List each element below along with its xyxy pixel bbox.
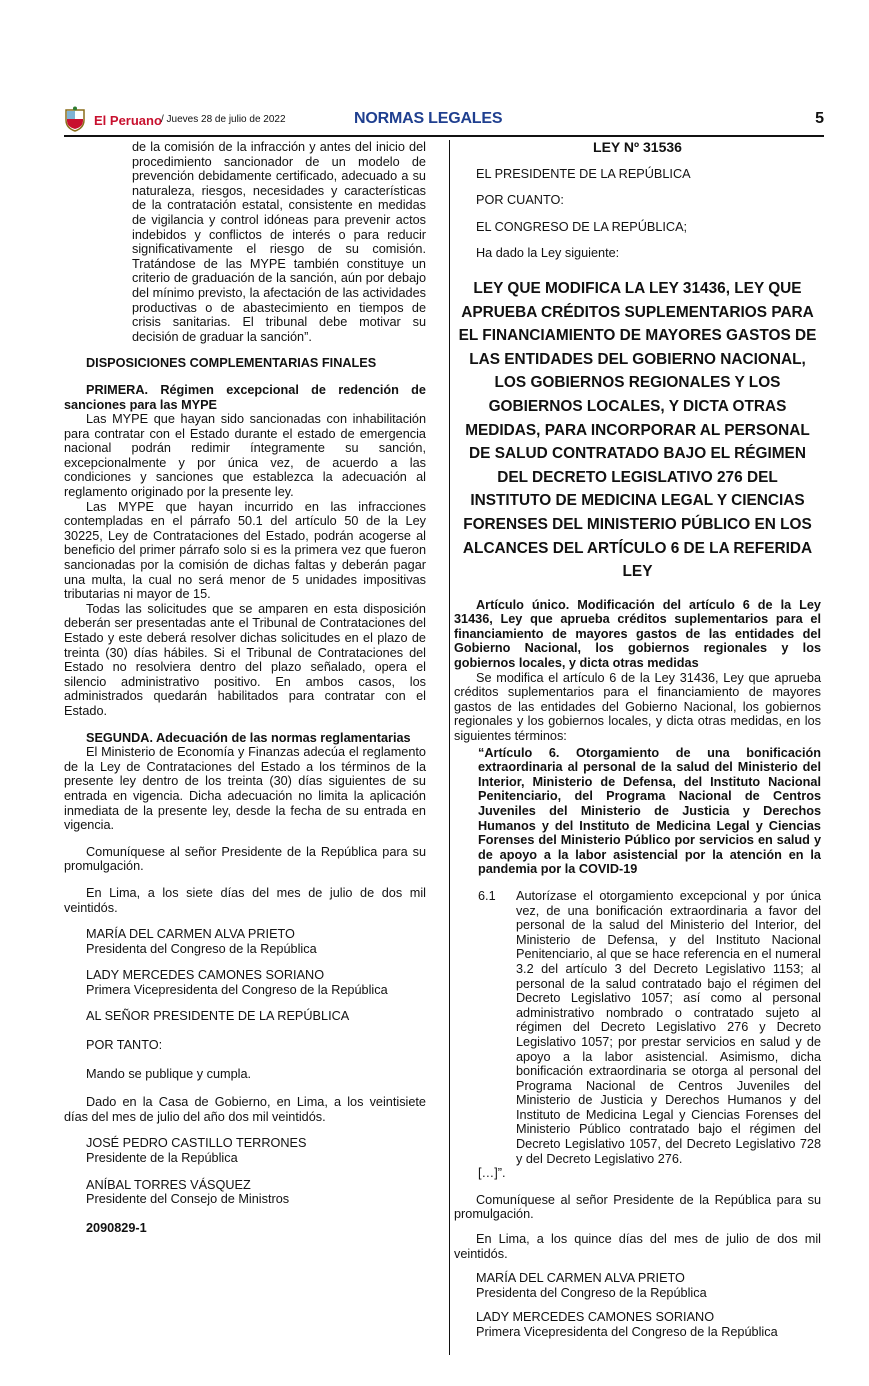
continued-paragraph: de la comisión de la infracción y antes del inicio del procedimiento sancionador de un modelo de prevención debidamente certificado, adecuado a su naturaleza, riesgos, necesidades y características de la contratación estatal, consistente en medidas de vigilancia y control idóneas para prevenir actos indebidos y conflictos de interés o para reducir significativamente el riesgo de su comisión. Tratándose de las MYPE también constituye un criterio de graduación de la sanción, aún por debajo del mínimo previsto, la afectación de las actividades productivas o de abastecimiento en tiempos de crisis sanitarias. El tribunal debe motivar su decisión de graduar la sanción”. xyxy=(132,140,426,344)
law-number: LEY Nº 31536 xyxy=(593,139,682,155)
paragraph: Las MYPE que hayan incurrido en las infracciones contempladas en el párrafo 50.1 del artículo 50 de la Ley 30225, Ley de Contrataciones del Estado, podrán acogerse al beneficio del primer párrafo solo si es la primera vez que fueron sancionadas por la comisión de dichas faltas y deberán pagar una multa, la cual no será menor de 5 unidades impositivas tributarias ni mayor de 15. xyxy=(64,499,426,602)
numbered-item xyxy=(478,889,821,1166)
signatory-role: Presidente del Consejo de Ministros xyxy=(86,1192,290,1207)
law-title: LEY QUE MODIFICA LA LEY 31436, LEY QUE APRUEBA CRÉDITOS SUPLEMENTARIOS PARA EL FINANCIAMIENTO DE MAYORES GASTOS DE LAS ENTIDADES DEL GOBIERNO NACIONAL, LOS GOBIERNOS REGIONALES Y LOS GOBIERNOS LOCALES, Y DICTA OTRAS MEDIDAS, PARA INCORPORAR AL PERSONAL DE SALUD CONTRATADO BAJO EL RÉGIMEN DEL DECRETO LEGISLATIVO 276 DEL INSTITUTO DE MEDICINA LEGAL Y CIENCIAS FORENSES DEL MINISTERIO PÚBLICO EN LOS ALCANCES DEL ARTÍCULO 6 DE LA REFERIDA LEY xyxy=(458,279,817,581)
right-column xyxy=(454,140,821,1340)
signatory-name: JOSÉ PEDRO CASTILLO TERRONES xyxy=(86,1136,307,1151)
newspaper-name: El Peruano xyxy=(94,113,162,128)
preamble-line: POR CUANTO: xyxy=(476,193,564,208)
paragraph: En Lima, a los siete días del mes de julio de dos mil veintidós. xyxy=(64,885,426,915)
signatory-role: Presidente de la República xyxy=(86,1151,238,1166)
signatory-name: ANÍBAL TORRES VÁSQUEZ xyxy=(86,1177,251,1192)
ellipsis: […]”. xyxy=(478,1166,506,1181)
paragraph: Comuníquese al señor Presidente de la República para su promulgación. xyxy=(454,1192,821,1222)
left-column xyxy=(64,140,426,1235)
document-code: 2090829-1 xyxy=(86,1220,147,1235)
paragraph: El Ministerio de Economía y Finanzas adecúa el reglamento de la Ley de Contrataciones del Estado a los términos de la presente ley dentro de los treinta (30) días siguientes de su entrada en vigencia. Dicha adecuación no limita la aplicación inmediata de la presente ley, desde la fecha de su entrada en vigencia. xyxy=(64,745,426,833)
paragraph: Dado en la Casa de Gobierno, en Lima, a los veintisiete días del mes de julio del año dos mil veintidós. xyxy=(64,1095,426,1124)
page-header xyxy=(64,105,824,137)
signatory-role: Primera Vicepresidenta del Congreso de la República xyxy=(86,982,388,997)
signatory-role: Presidenta del Congreso de la República xyxy=(476,1285,707,1300)
coat-of-arms-icon xyxy=(64,106,86,132)
section-title: NORMAS LEGALES xyxy=(354,110,503,127)
paragraph: Todas las solicitudes que se amparen en esta disposición deberán ser presentadas ante el Tribunal de Contrataciones del Estado y este deberá resolver dichas solicitudes en el plazo de treinta (30) días hábiles. Si el Tribunal de Contrataciones del Estado no resolviera dentro del plazo señalado, opera el silencio administrativo positivo. En ambos casos, los administrados quedarán habilitados para contratar con el Estado. xyxy=(64,601,426,718)
addressee: AL SEÑOR PRESIDENTE DE LA REPÚBLICA xyxy=(86,1009,350,1024)
preamble-line: EL CONGRESO DE LA REPÚBLICA; xyxy=(476,219,688,234)
header-rule xyxy=(64,135,824,137)
quoted-article-heading: “Artículo 6. Otorgamiento de una bonificación extraordinaria al personal de la salud del Ministerio del Interior, Ministerio de Defensa, del Instituto Nacional Penitenciario, del Programa Nacional de Centros Juveniles del Ministerio de Justicia y Derechos Humanos y del Instituto de Medicina Legal y Ciencias Forenses del Ministerio Público por servicios en salud y de apoyo a la labor asistencial por la atención en la pandemia por la COVID-19 xyxy=(478,745,821,877)
por-tanto: POR TANTO: xyxy=(86,1038,163,1053)
mando: Mando se publique y cumpla. xyxy=(86,1066,252,1081)
preamble-line: Ha dado la Ley siguiente: xyxy=(476,246,620,261)
issue-date: / Jueves 28 de julio de 2022 xyxy=(161,114,286,125)
article-heading: Artículo único. Modificación del artículo 6 de la Ley 31436, Ley que aprueba créditos suplementarios para el financiamiento de mayores gastos de las entidades del Gobierno Nacional, los gobiernos regionales y los gobiernos locales, y dicta otras medidas xyxy=(454,597,821,671)
signatory-name: LADY MERCEDES CAMONES SORIANO xyxy=(476,1310,715,1325)
paragraph: Se modifica el artículo 6 de la Ley 31436, Ley que aprueba créditos suplementarios para el financiamiento de mayores gastos de las entidades del Gobierno Nacional, los gobiernos regionales y los gobiernos locales, y dicta otras medidas, en los siguientes términos: xyxy=(454,670,821,744)
item-number: 6.1 xyxy=(478,888,496,903)
signatory-name: LADY MERCEDES CAMONES SORIANO xyxy=(86,968,325,983)
column-divider xyxy=(449,140,450,1355)
preamble-line: EL PRESIDENTE DE LA REPÚBLICA xyxy=(476,166,691,181)
paragraph: Las MYPE que hayan sido sancionadas con inhabilitación para contratar con el Estado durante el estado de emergencia nacional podrán redimir íntegramente su sanción, excepcionalmente y por única vez, de acuerdo a las condiciones y sanciones que establezca la adecuación al reglamento originado por la presente ley. xyxy=(64,412,426,500)
heading-primera: PRIMERA. Régimen excepcional de redención de sanciones para las MYPE xyxy=(64,382,426,412)
signatory-name: MARÍA DEL CARMEN ALVA PRIETO xyxy=(476,1271,685,1286)
signatory-role: Primera Vicepresidenta del Congreso de la República xyxy=(476,1325,778,1339)
heading-disposiciones: DISPOSICIONES COMPLEMENTARIAS FINALES xyxy=(86,356,377,371)
signatory-name: MARÍA DEL CARMEN ALVA PRIETO xyxy=(86,927,295,942)
paragraph: Comuníquese al señor Presidente de la República para su promulgación. xyxy=(64,844,426,874)
page-number: 5 xyxy=(815,110,824,127)
item-text: Autorízase el otorgamiento excepcional y por única vez, de una bonificación extraordinaria a favor del personal de la salud del Ministerio del Interior, del Ministerio de Defensa, y del Instituto Nacional Penitenciario, al que se hace referencia en el numeral 3.2 del artículo 3 del Decreto Legislativo 1153; al personal de la salud contratado bajo el régimen del Decreto Legislativo 1057; así como al personal administrativo nombrado o contratado sujeto al régimen del Decreto Legislativo 276 y Decreto Legislativo 1057; por prestar servicios en salud y de apoyo a la labor asistencial. Asimismo, dicha bonificación extraordinaria se otorga al personal del Programa Nacional de Centros Juveniles del Ministerio de Justicia y Derechos Humanos y del Instituto de Medicina Legal y Ciencias Forenses del Ministerio Público contratado bajo el régimen del Decreto Legislativo 1057, del Decreto Legislativo 728 y del Decreto Legislativo 276. xyxy=(516,888,821,1166)
heading-segunda: SEGUNDA. Adecuación de las normas reglamentarias xyxy=(86,730,411,745)
signatory-role: Presidenta del Congreso de la República xyxy=(86,941,317,956)
paragraph: En Lima, a los quince días del mes de julio de dos mil veintidós. xyxy=(454,1232,821,1261)
